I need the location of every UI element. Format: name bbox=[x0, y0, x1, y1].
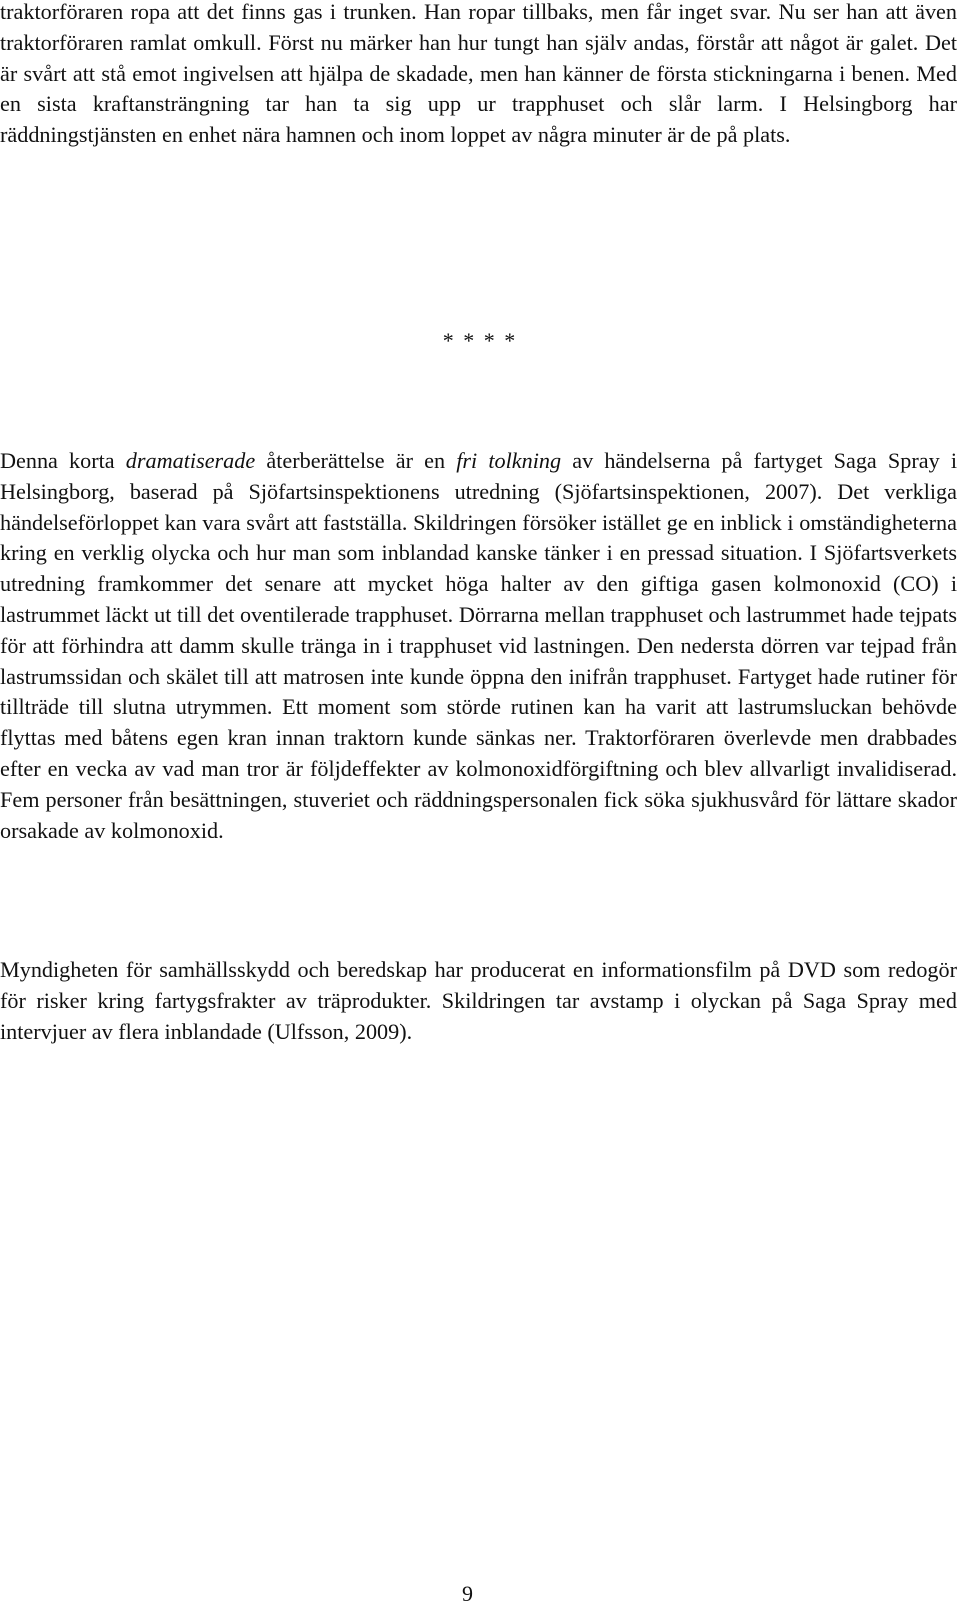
paragraph-explanation-text-1: Denna korta bbox=[0, 448, 126, 473]
page-number: 9 bbox=[462, 1581, 473, 1606]
paragraph-explanation-text-3: av händelserna på fartyget Saga Spray i Helsingborg, baserad på Sjöfartsinspektionens utredning (Sjöfartsinspektionen, 2007). Det verkliga händelseförloppet kan vara svårt att fastställa. Skildringen försöker istället ge en inblick i omständigheterna kring en verklig olycka och hur man som inblandad kanske tänker i en pressad situation. I Sjöfartsverkets utredning framkommer det senare att mycket höga halter av den giftiga gasen kolmonoxid (CO) i lastrummet läckt ut till det oventilerade trapphuset. Dörrarna mellan trapphuset och lastrummet hade tejpats för att förhindra att damm skulle tränga in i trapphuset vid lastningen. Den nedersta dörren var tejpad från lastrumssidan och skälet till att matrosen inte kunde öppna den inifrån trapphuset. Fartyget hade rutiner för tillträde till slutna utrymmen. Ett moment som störde rutinen kan ha varit att lastrumsluckan behövde flyttas med båtens egen kran innan traktorn kunde sänkas ner. Traktorföraren överlevde men drabbades efter en vecka av vad man tror är följdeffekter av kolmonoxidförgiftning och blev allvarligt invalidiserad. Fem personer från besättningen, stuveriet och räddningspersonalen fick söka sjukhusvård för lättare skador orsakade av kolmonoxid. bbox=[0, 448, 957, 843]
italic-term-dramatiserade: dramatiserade bbox=[125, 448, 256, 473]
paragraph-msb-film: Myndigheten för samhällsskydd och beredskap har producerat en informationsfilm på DVD som redogör för risker kring fartygsfrakter av träprodukter. Skildringen tar avstamp i olyckan på Saga Spray med intervjuer av flera inblandade (Ulfsson, 2009). bbox=[0, 957, 957, 1044]
paragraph-explanation-text-2: återberättelse är en bbox=[255, 448, 457, 473]
section-separator: * * * * bbox=[442, 328, 518, 353]
paragraph-explanation bbox=[0, 446, 957, 846]
paragraph-narrative: traktorföraren ropa att det finns gas i trunken. Han ropar tillbaks, men får inget svar. Nu ser han att även traktorföraren ramlat omkull. Först nu märker han hur tungt han själv andas, förstår att något är galet. Det är svårt att stå emot ingivelsen att hjälpa de skadade, men han känner de första stickningarna i benen. Med en sista kraftansträngning tar han ta sig upp ur trapphuset och slår larm. I Helsingborg har räddningstjänsten en enhet nära hamnen och inom loppet av några minuter är de på plats. bbox=[0, 0, 957, 148]
italic-term-fri-tolkning: fri tolkning bbox=[456, 448, 562, 473]
